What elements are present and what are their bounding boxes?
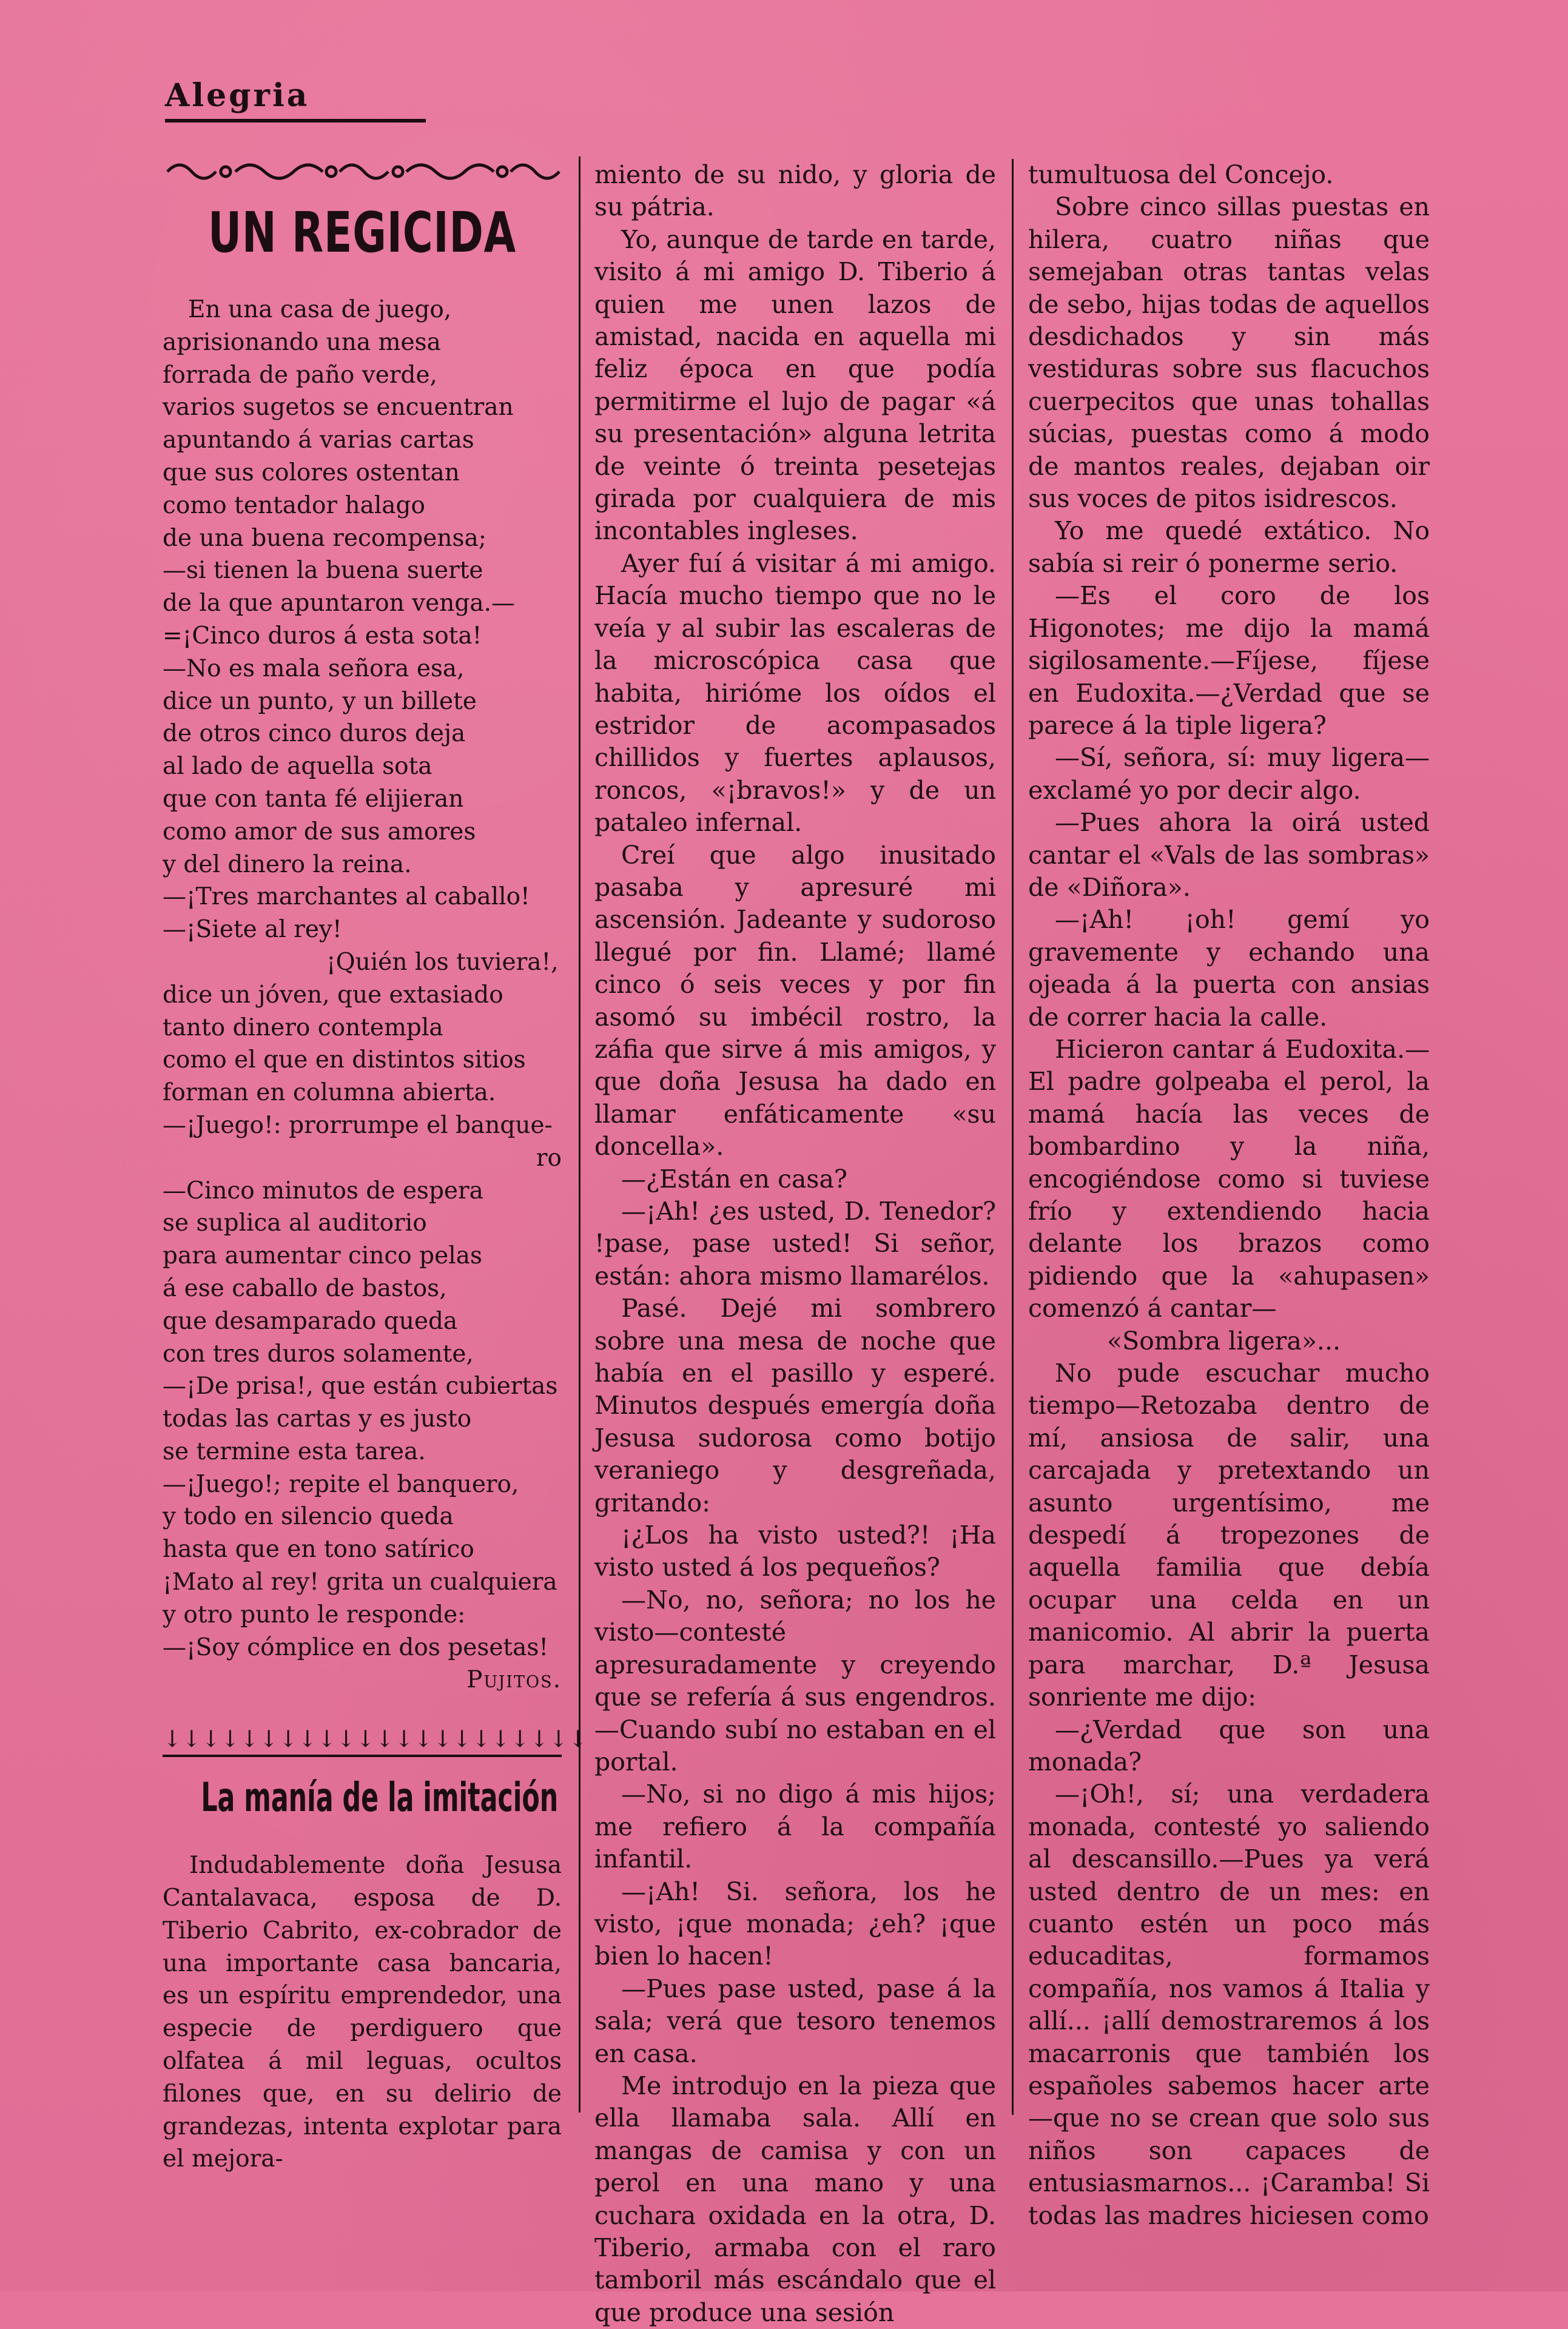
- masthead-title: Alegria: [165, 77, 310, 114]
- article-paragraph: ¡¿Los ha visto usted?! ¡Ha visto usted á los pequeños?: [594, 1521, 996, 1582]
- down-arrow-icon: ↓: [568, 1726, 588, 1753]
- down-arrow-icon: ↓: [432, 1726, 453, 1753]
- poem-line: forman en columna abierta.: [163, 1079, 496, 1107]
- poem-line: de la que apuntaron venga.—: [163, 590, 515, 617]
- down-arrow-icon: ↓: [452, 1726, 472, 1753]
- poem-line: para aumentar cinco pelas: [163, 1242, 482, 1270]
- column-2: [594, 159, 996, 2327]
- article-paragraph: —Sí, señora, sí: muy ligera—exclamé yo por decir algo.: [1028, 743, 1430, 805]
- poem-line: —¡Tres marchantes al caballo!: [163, 883, 530, 911]
- down-arrow-icon: ↓: [220, 1726, 240, 1753]
- down-arrow-icon: ↓: [530, 1726, 549, 1753]
- poem-line: forrada de paño verde,: [163, 361, 437, 389]
- masthead: [165, 78, 426, 123]
- down-arrow-icon: ↓: [510, 1726, 530, 1753]
- poem-line: con tres duros solamente,: [163, 1340, 474, 1368]
- poem-line: =¡Cinco duros á esta sota!: [163, 622, 482, 650]
- poem-line: y del dinero la reina.: [163, 850, 412, 878]
- article-column-3: [1028, 159, 1430, 2232]
- article-paragraph: —¿Verdad que son una monada?: [1028, 1715, 1430, 1776]
- poem-line: de otros cinco duros deja: [163, 720, 466, 748]
- down-arrow-icon: ↓: [491, 1726, 511, 1753]
- poem-line: —¡Juego!: prorrumpe el banque-: [163, 1111, 553, 1139]
- down-arrow-icon: ↓: [355, 1726, 375, 1753]
- article-paragraph: «Sombra ligera»...: [1107, 1326, 1341, 1356]
- arrow-ornament-divider: [163, 1715, 588, 1757]
- article-paragraph: Yo me quedé extático. No sabía si reir ó ponerme serio.: [1028, 516, 1430, 578]
- down-arrow-icon: ↓: [317, 1726, 337, 1753]
- article-paragraph: Pasé. Dejé mi sombrero sobre una mesa de noche que había en el pasillo y esperé. Minutos después emergía doña Jesusa sudorosa como botijo veraniego y desgreñada, gritando:: [594, 1294, 996, 1517]
- down-arrow-icon: ↓: [471, 1726, 491, 1753]
- article-paragraph: No pude escuchar mucho tiempo—Retozaba dentro de mí, ansiosa de salir, una carcajada y pretextando un asunto urgentísimo, me despedí á tropezones de aquella familia que debía ocupar una celda en un manicomio. Al abrir la puerta para marchar, D.ª Jesusa sonriente me dijo:: [1028, 1359, 1430, 1712]
- poem-title: UN REGICIDA: [207, 200, 517, 265]
- down-arrow-icon: ↓: [394, 1726, 414, 1753]
- poem-line: como tentador halago: [163, 491, 425, 519]
- down-arrow-icon: ↓: [163, 1726, 182, 1753]
- poem-line: —¡Siete al rey!: [163, 916, 342, 944]
- down-arrow-icon: ↓: [240, 1726, 260, 1753]
- down-arrow-icon: ↓: [413, 1726, 433, 1753]
- article-paragraph: —Pues pase usted, pase á la sala; verá que tesoro tenemos en casa.: [594, 1974, 996, 2068]
- poem-line: se termine esta tarea.: [163, 1437, 426, 1465]
- article-paragraph: Sobre cinco sillas puestas en hilera, cuatro niñas que semejaban otras tantas velas de sebo, hijas todas de aquellos desdichados y sin más vestiduras sobre sus flacuchos cuerpecitos que unas tohallas súcias, puestas como á modo de mantos reales, dejaban oir sus voces de pitos isidrescos.: [1028, 192, 1430, 514]
- poem-line: á ese caballo de bastos,: [163, 1274, 447, 1302]
- article-paragraph: Me introdujo en la pieza que ella llamaba sala. Allí en mangas de camisa y con un perol en una mano y una cuchara oxidada en la otra, D. Tiberio, armaba con el raro tamboril más escándalo que el que produce una sesión: [594, 2071, 996, 2327]
- article-paragraph: —¡Oh!, sí; una verdadera monada, contesté yo saliendo al descansillo.—Pues ya verá usted dentro de un mes: en cuanto estén un poco más educaditas, formamos compañía, nos vamos á Italia y allí... ¡allí demostraremos á los macarronis que también los españoles sabemos hacer arte—que no se crean que solo sus niños son capaces de entusiasmarnos... ¡Caramba! Si todas las madres hiciesen como: [1028, 1780, 1430, 2230]
- poem-line: que desamparado queda: [163, 1307, 458, 1335]
- article-column-2: [594, 159, 996, 2329]
- column-3: [1028, 159, 1430, 2230]
- poem-line: ¡Quién los tuviera!,: [326, 948, 559, 976]
- poem-line: varios sugetos se encuentran: [163, 394, 514, 422]
- article-paragraph: Ayer fuí á visitar á mi amigo. Hacía mucho tiempo que no le veía y al subir las escaleras de la microscópica casa que habita, hirióme los oídos el estridor de acompasados chillidos y fuertes aplausos, roncos, «¡bravos!» y de un pataleo infernal.: [594, 548, 996, 838]
- poem-line: —¡De prisa!, que están cubiertas: [163, 1373, 558, 1400]
- down-arrow-icon: ↓: [548, 1726, 568, 1753]
- down-arrow-icon: ↓: [201, 1726, 221, 1753]
- poem-line: al lado de aquella sota: [163, 753, 432, 781]
- poem-signature: Pujitos.: [466, 1666, 562, 1694]
- poem-line: aprisionando una mesa: [163, 328, 441, 356]
- article-paragraph: Indudablemente doña Jesusa Cantalavaca, esposa de D. Tiberio Cabrito, ex-cobrador de una importante casa bancaria, es un espíritu emprendedor, una especie de perdiguero que olfatea á mil leguas, ocultos filones que, en su delirio de grandezas, intenta explotar para el mejora-: [163, 1852, 562, 2173]
- poem-line: —¡Juego!; repite el banquero,: [163, 1470, 519, 1498]
- article-paragraph: Creí que algo inusitado pasaba y apresuré mi ascensión. Jadeante y sudoroso llegué por fin. Llamé; llamé cinco ó seis veces y por fin asomó su imbécil rostro, la záfia que sirve á mis amigos, y que doña Jesusa ha dado en llamar enfáticamente «su doncella».: [594, 840, 996, 1161]
- article-paragraph: —No, si no digo á mis hijos; me refiero á la compañía infantil.: [594, 1780, 996, 1874]
- article-paragraph: Hicieron cantar á Eudoxita.—El padre golpeaba el perol, la mamá hacía las veces de bombardino y la niña, encogiéndose como si tuviese frío y extendiendo hacia delante los brazos como pidiendo que la «ahupasen» comenzó á cantar—: [1028, 1034, 1430, 1323]
- poem-line: tanto dinero contempla: [163, 1013, 443, 1041]
- down-arrow-icon: ↓: [375, 1726, 395, 1753]
- column-divider-right: [1012, 159, 1014, 2115]
- poem-line: todas las cartas y es justo: [163, 1405, 472, 1433]
- poem-line: hasta que en tono satírico: [163, 1536, 474, 1564]
- poem-line: de una buena recompensa;: [163, 524, 486, 552]
- article-column-1: [163, 1849, 562, 2176]
- poem-line: —si tienen la buena suerte: [163, 557, 483, 585]
- article-paragraph: miento de su nido, y gloria de su pátria.: [594, 160, 996, 222]
- article-paragraph: —¿Están en casa?: [621, 1164, 847, 1194]
- poem-line: y otro punto le responde:: [163, 1601, 466, 1628]
- article-paragraph: Yo, aunque de tarde en tarde, visito á mi amigo D. Tiberio á quien me unen lazos de amistad, nacida en aquella mi feliz época en que podía permitirme el lujo de pagar «á su presentación» alguna letrita de veinte ó treinta pesetejas girada por cualquiera de mis incontables ingleses.: [594, 224, 996, 546]
- scroll-ornament-icon: [163, 155, 562, 189]
- poem-line: —Cinco minutos de espera: [163, 1177, 483, 1205]
- article-paragraph: —¡Ah! Si. señora, los he visto, ¡que monada; ¿eh? ¡que bien lo hacen!: [594, 1877, 996, 1971]
- article-title: La manía de la imitación: [201, 1774, 559, 1821]
- article-paragraph: —¡Ah! ¡oh! gemí yo gravemente y echando una ojeada á la puerta con ansias de correr hacia la calle.: [1028, 905, 1430, 1032]
- poem-line: —No es mala señora esa,: [163, 654, 465, 682]
- down-arrow-icon: ↓: [297, 1726, 317, 1753]
- poem-line: ¡Mato al rey! grita un cualquiera: [163, 1568, 557, 1596]
- decorative-scroll-border: [163, 153, 562, 190]
- down-arrow-icon: ↓: [336, 1726, 356, 1753]
- poem-line: que sus colores ostentan: [163, 459, 460, 486]
- poem-line: En una casa de juego,: [188, 296, 452, 323]
- poem-line: se suplica al auditorio: [163, 1209, 427, 1237]
- article-paragraph: tumultuosa del Concejo.: [1028, 160, 1334, 189]
- poem-line: y todo en silencio queda: [163, 1503, 454, 1531]
- poem-line: que con tanta fé elijieran: [163, 785, 464, 813]
- article-paragraph: —Es el coro de los Higonotes; me dijo la mamá sigilosamente.—Fíjese, fíjese en Eudoxita.—¿Verdad que se parece á la tiple ligera?: [1028, 581, 1430, 740]
- poem-line: apuntando á varias cartas: [163, 426, 474, 454]
- down-arrow-icon: ↓: [278, 1726, 298, 1753]
- article-paragraph: —No, no, señora; no los he visto—contesté apresuradamente y creyendo que se refería á sus engendros.—Cuando subí no estaban en el portal.: [594, 1585, 996, 1776]
- poem-line: como el que en distintos sitios: [163, 1046, 526, 1074]
- column-divider-left: [579, 156, 580, 2112]
- poem-body: [163, 294, 562, 1664]
- article-paragraph: —Pues ahora la oirá usted cantar el «Vals de las sombras» de «Diñora».: [1028, 808, 1430, 902]
- poem-line: —¡Soy cómplice en dos pesetas!: [163, 1633, 549, 1661]
- down-arrow-icon: ↓: [181, 1726, 201, 1753]
- poem-line: como amor de sus amores: [163, 818, 476, 845]
- poem-line: dice un punto, y un billete: [163, 687, 477, 715]
- down-arrow-icon: ↓: [259, 1726, 279, 1753]
- poem-line: dice un jóven, que extasiado: [163, 981, 503, 1009]
- article-paragraph: —¡Ah! ¿es usted, D. Tenedor? !pase, pase usted! Si señor, están: ahora mismo llamarélos.: [594, 1197, 996, 1291]
- poem-line: ro: [536, 1144, 562, 1172]
- column-1: [163, 153, 588, 2173]
- masthead-rule: [165, 119, 426, 123]
